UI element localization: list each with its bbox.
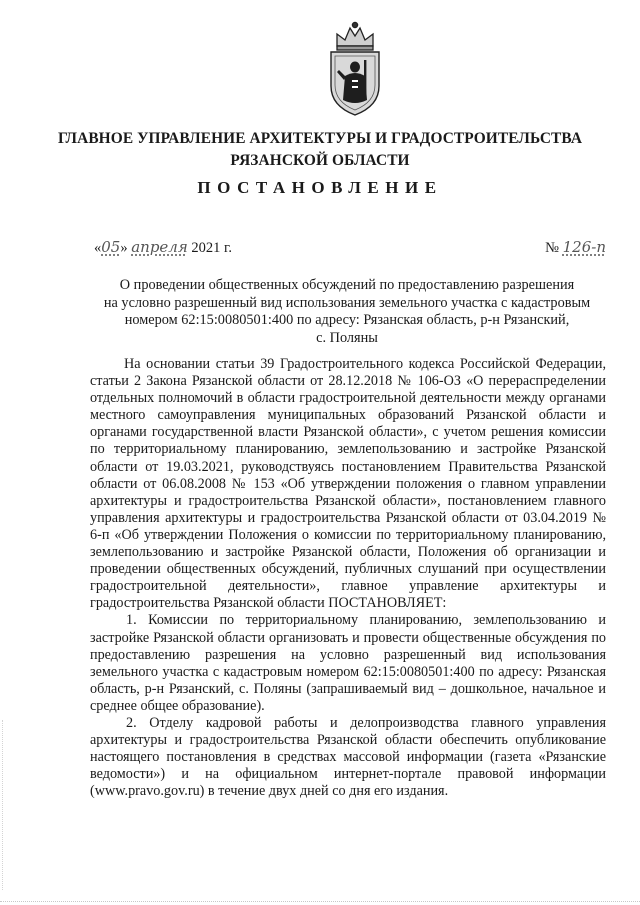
date-day: 05: [101, 238, 121, 256]
date-open-quote: «: [94, 240, 102, 256]
document-number: [545, 238, 606, 257]
subject-line-4: с. Поляны: [316, 329, 378, 346]
coat-of-arms-icon: [323, 20, 387, 118]
number-value: 126-п: [562, 238, 606, 256]
date-close-quote: »: [120, 240, 128, 256]
authority-line-2: РЯЗАНСКОЙ ОБЛАСТИ: [230, 152, 410, 169]
document-date: [94, 238, 232, 257]
subject-line-3: номером 62:15:0080501:400 по адресу: Рязанская область, р-н Рязанский,: [124, 312, 570, 328]
scan-edge-bottom: [0, 901, 640, 902]
subject-line-1: О проведении общественных обсуждений по предоставлению разрешения: [119, 277, 575, 293]
document-type: ПОСТАНОВЛЕНИЕ: [197, 178, 443, 197]
date-year: 2021 г.: [191, 240, 232, 256]
scan-edge-left: [2, 720, 3, 890]
preamble-paragraph: На основании статьи 39 Градостроительного кодекса Российской Федерации, статьи 2 Закона Рязанской области от 28.12.2018 № 106-ОЗ «О перераспределении отдельных полномочий в области градостроительной деятельности между органами местного самоуправления муниципальных образований Рязанской области и органами государственной власти Рязанской области», с учетом решения комиссии по территориальному планированию, землепользованию и застройке Рязанской области от 19.03.2021, руководствуясь постановлением Правительства Рязанской области от 06.08.2008 № 153 «Об утверждении положения о главном управлении архитектуры и градостроительства Рязанской области», постановлением главного управления архитектуры и градостроительства Рязанской области от 03.04.2019 № 6-п «Об утверждении Положения о комиссии по территориальному планированию, землепользованию и застройке Рязанской области, Положения об организации и проведении общественных обсуждений, публичных слушаний при осуществлении градостроительной деятельности», главное управление архитектуры и градостроительства Рязанской области ПОСТАНОВЛЯЕТ:: [90, 356, 606, 612]
issuing-authority: [40, 128, 600, 172]
date-number-line: [94, 238, 606, 264]
clause-1-paragraph: 1. Комиссии по территориальному планированию, землепользованию и застройке Рязанской области организовать и провести общественные обсуждения по предоставлению разрешения на условно разрешенный вид использования земельного участка с кадастровым номером 62:15:0080501:400 по адресу: Рязанская область, р-н Рязанский, с. Поляны (запрашиваемый вид – дошкольное, начальное и среднее общее образование).: [90, 612, 606, 714]
document-body: [90, 356, 606, 800]
document-subject: [90, 277, 604, 347]
date-month: апреля: [131, 238, 188, 256]
clause-2-paragraph: 2. Отделу кадровой работы и делопроизводства главного управления архитектуры и градостроительства Рязанской области обеспечить опубликование настоящего постановления в средствах массовой информации (газета «Рязанские ведомости») и на официальном интернет-портале правовой информации (www.pravo.gov.ru) в течение двух дней со дня его издания.: [90, 714, 606, 800]
subject-line-2: на условно разрешенный вид использования земельного участка с кадастровым: [103, 294, 591, 311]
authority-line-1: ГЛАВНОЕ УПРАВЛЕНИЕ АРХИТЕКТУРЫ И ГРАДОСТРОИТЕЛЬСТВА: [57, 130, 583, 147]
number-label: №: [545, 240, 560, 256]
